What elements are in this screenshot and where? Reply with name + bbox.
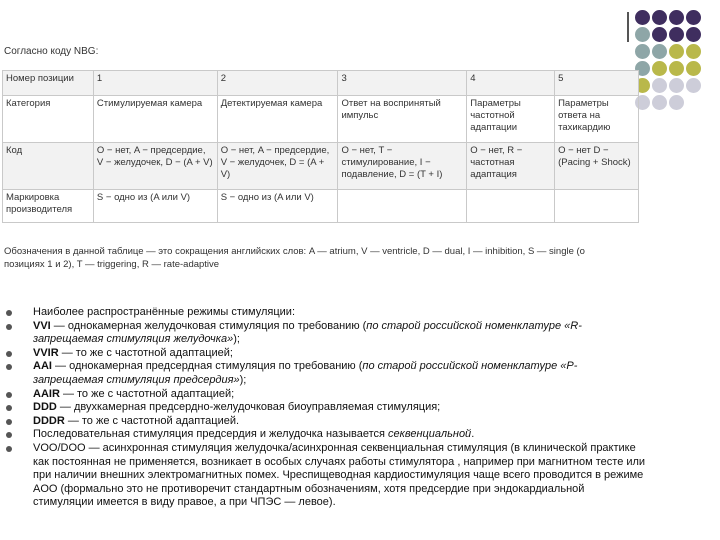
list-item (6, 415, 646, 429)
list-item (6, 442, 646, 510)
list-item (6, 306, 646, 320)
bullet-icon (6, 405, 12, 411)
table-cell: S − одно из (A или V) (217, 190, 338, 223)
decorative-dot (652, 95, 667, 110)
mode-code: VVIR (33, 346, 59, 359)
bullet-icon (6, 364, 12, 370)
table-cell (338, 190, 467, 223)
decorative-dot (686, 61, 701, 76)
table-cell: O − нет, A − предсердие, V − желудочек, D − (A + V) (93, 143, 217, 190)
decorative-dot (669, 44, 684, 59)
abbreviation-note: Обозначения в данной таблице — это сокращения английских слов: A — atrium, V — ventricle, D — dual, I — inhibition, S — single (о позициях 1 и 2), T — triggering, R — rate-adaptive (4, 246, 585, 270)
table-cell: O − нет, R − частотная адаптация (467, 143, 555, 190)
list-text: Последовательная стимуляция предсердия и желудочка называется (33, 428, 389, 441)
list-text: VOO/DOO — асинхронная стимуляция желудочка/асинхронная секвенциальная стимуляция (в клинической практике как постоянная не применяется, возникает в особых случаях работы стимулятора , например при магнитном тесте или при наличии внешних электромагнитных помех. Чреспищеводная кардиостимуляция чаще всего проводится в режиме AOO (формально это не противоречит стандартным обозначениям, хотя предсердие при эндокардиальной стимуляции имеется в виду правое, а при ЧПЭС — левое). (33, 441, 646, 509)
list-item (6, 428, 646, 442)
list-text: — двухкамерная предсердно-желудочковая биоуправляемая стимуляция; (56, 401, 441, 414)
decorative-dot (652, 61, 667, 76)
decorative-dot (669, 78, 684, 93)
table-cell: 2 (217, 71, 338, 96)
table-cell: 4 (467, 71, 555, 96)
mode-code: DDD (33, 401, 57, 414)
decorative-dot (635, 27, 650, 42)
decorative-dot (635, 10, 650, 25)
table-cell: Стимулируемая камера (93, 96, 217, 143)
list-text: ); (239, 373, 247, 386)
decorative-dot (686, 10, 701, 25)
list-text: — однокамерная желудочковая стимуляция по требованию ( (50, 319, 367, 332)
bullet-icon (6, 351, 12, 357)
bullet-icon (6, 392, 12, 398)
table-cell: Параметры частотной адаптации (467, 96, 555, 143)
bullet-icon (6, 310, 12, 316)
list-text: . (471, 428, 475, 441)
emphasis-text: по старой российской номенклатуре «R-запрещаемая стимуляция желудочка» (33, 319, 582, 346)
table-row (3, 96, 639, 143)
decorative-divider-line (627, 12, 629, 42)
table-cell: 1 (93, 71, 217, 96)
row-label-cell: Код (3, 143, 94, 190)
decorative-dot (686, 27, 701, 42)
table-cell: Ответ на воспринятый импульс (338, 96, 467, 143)
table-cell: O − нет, A − предсердие, V − желудочек, D = (A + V) (217, 143, 338, 190)
table-cell: 5 (555, 71, 639, 96)
table-row (3, 71, 639, 96)
list-item (6, 388, 646, 402)
list-item (6, 320, 646, 347)
table-row (3, 143, 639, 190)
table-cell: 3 (338, 71, 467, 96)
decorative-dot (669, 61, 684, 76)
decorative-dot-grid (635, 10, 720, 115)
table-cell: O − нет D − (Pacing + Shock) (555, 143, 639, 190)
table-heading: Согласно коду NBG: (4, 46, 99, 57)
list-text: ); (233, 333, 240, 346)
emphasis-text: секвенциальной (388, 428, 472, 441)
emphasis-text: по старой российской номенклатуре «P-запрещаемая стимуляция предсердия» (33, 360, 578, 386)
table-cell (555, 190, 639, 223)
bullet-icon (6, 419, 12, 425)
mode-code: AAIR (33, 387, 60, 400)
bullet-icon (6, 446, 12, 452)
bullet-icon (6, 324, 12, 330)
list-text: Наиболее распространённые режимы стимуляции: (33, 306, 296, 318)
table-cell: S − одно из (A или V) (93, 190, 217, 223)
list-text: — то же с частотной адаптацией; (59, 387, 235, 400)
decorative-dot (652, 78, 667, 93)
table-cell (467, 190, 555, 223)
decorative-dot (669, 95, 684, 110)
decorative-dot (652, 10, 667, 25)
row-label-cell: Номер позиции (3, 71, 94, 96)
mode-code: AAI (33, 360, 52, 373)
mode-code: DDDR (33, 414, 65, 427)
table-row (3, 190, 639, 223)
decorative-dot (652, 27, 667, 42)
row-label-cell: Категория (3, 96, 94, 143)
decorative-dot (686, 44, 701, 59)
row-label-cell: Маркировка производителя (3, 190, 94, 223)
mode-code: VVI (33, 319, 51, 332)
list-text: — то же с частотной адаптацией. (64, 414, 240, 427)
decorative-dot (652, 44, 667, 59)
nbg-code-table (2, 70, 639, 223)
list-item (6, 360, 646, 387)
decorative-dot (669, 10, 684, 25)
list-item (6, 401, 646, 415)
decorative-dot (686, 78, 701, 93)
list-text: — однокамерная предсердная стимуляция по требованию ( (51, 360, 363, 373)
decorative-dot (635, 44, 650, 59)
list-text: — то же с частотной адаптацией; (58, 346, 233, 359)
table-cell: O − нет, T − стимулирование, I − подавление, D = (T + I) (338, 143, 467, 190)
decorative-dot (669, 27, 684, 42)
table-cell: Параметры ответа на тахикардию (555, 96, 639, 143)
pacing-modes-list (6, 306, 646, 510)
table-cell: Детектируемая камера (217, 96, 338, 143)
bullet-icon (6, 432, 12, 438)
list-item (6, 347, 646, 361)
